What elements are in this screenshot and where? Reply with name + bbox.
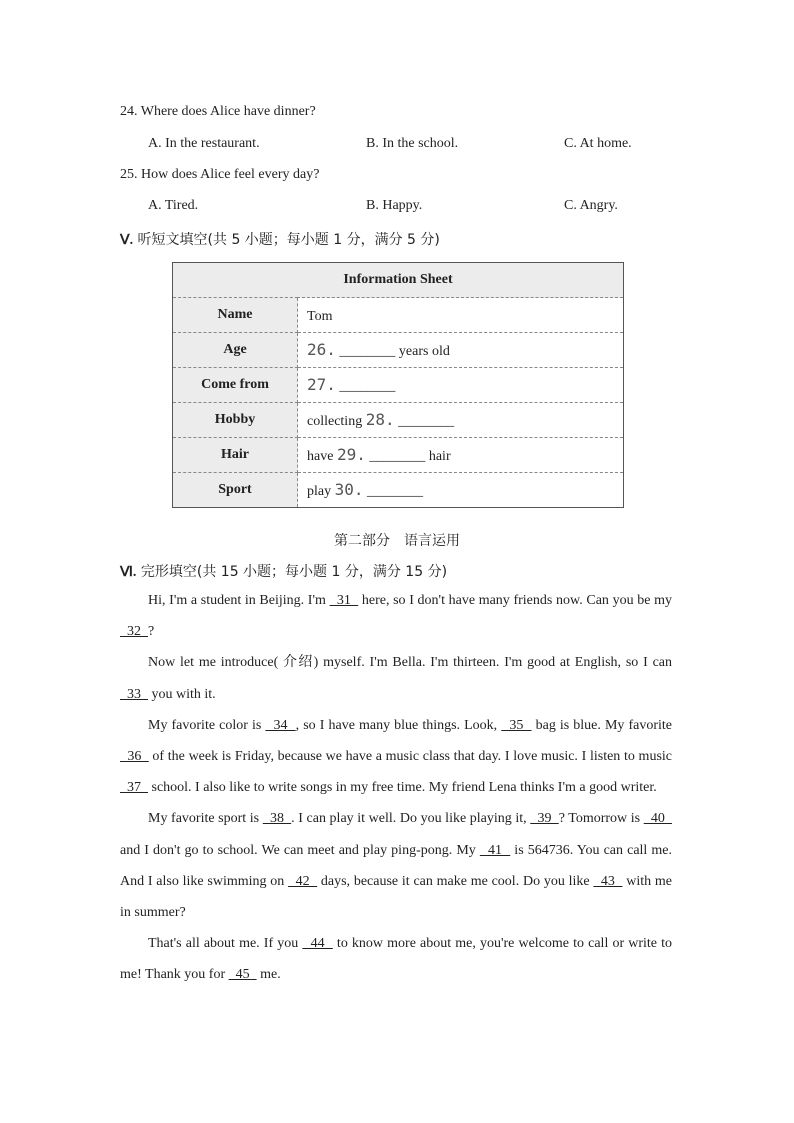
info-value: [298, 298, 624, 333]
info-row-name: [173, 298, 624, 333]
question-24-stem: 24. Where does Alice have dinner?: [120, 104, 316, 119]
info-row-sport: [173, 473, 624, 508]
info-value-text: collecting: [307, 414, 366, 429]
item-number: 28.: [365, 410, 395, 429]
passage-text: bag is blue. My favorite: [531, 717, 673, 733]
info-label: Hair: [173, 438, 298, 473]
cloze-blank: 38: [262, 811, 292, 827]
cloze-blank: 43: [593, 873, 623, 889]
passage-paragraph: [120, 647, 672, 709]
question-24-option-c: C. At home.: [564, 136, 632, 151]
question-25-option-a: A. Tired.: [148, 198, 199, 213]
question-25-option-c: C. Angry.: [564, 198, 618, 213]
info-blank: ________ years old: [335, 344, 450, 359]
part-2-title: 第二部分 语言运用: [334, 533, 460, 549]
passage-text: of the week is Friday, because we have a music class that day. I love music. I listen to music: [148, 749, 672, 765]
section-5-numeral: Ⅴ.: [120, 233, 134, 248]
cloze-blank: 40: [643, 811, 673, 827]
section-6-heading: [120, 561, 447, 581]
info-value: [298, 403, 624, 438]
cloze-blank: 36: [120, 749, 149, 765]
passage-paragraph: [120, 928, 672, 990]
info-blank: ________: [363, 484, 424, 499]
info-label: Come from: [173, 368, 298, 403]
info-value: [298, 438, 624, 473]
info-row-come-from: [173, 368, 624, 403]
passage-text: . I can play it well. Do you like playing it,: [291, 811, 531, 827]
passage-text: days, because it can make me cool. Do you like: [317, 873, 594, 889]
info-blank: ________: [335, 379, 396, 394]
section-6-numeral: Ⅵ.: [120, 565, 137, 580]
info-row-hobby: [173, 403, 624, 438]
info-value: [298, 333, 624, 368]
cloze-blank: 31: [329, 593, 359, 608]
info-label: Age: [173, 333, 298, 368]
section-6-title: 完形填空(共 15 小题；每小题 1 分，满分 15 分): [140, 564, 448, 580]
passage-text: is 564736. You can call me. And I also like swimming on: [120, 842, 673, 889]
passage-paragraph: [120, 710, 672, 804]
passage-text: My favorite sport is: [148, 811, 263, 827]
passage-paragraph: [120, 585, 672, 647]
passage-text: school. I also like to write songs in my free time. My friend Lena thinks I'm a good writer.: [148, 780, 657, 796]
info-label: Name: [173, 298, 298, 333]
cloze-blank: 39: [530, 811, 559, 827]
passage-text: ? Tomorrow is: [558, 811, 644, 827]
info-value-text: Tom: [307, 309, 333, 324]
info-blank: ________ hair: [365, 449, 451, 464]
item-number: 26.: [307, 340, 336, 359]
information-sheet-caption: Information Sheet: [173, 263, 624, 298]
info-value: [298, 368, 624, 403]
passage-text: ?: [148, 624, 155, 640]
passage-text: me.: [256, 967, 281, 983]
section-5-heading: [120, 229, 440, 249]
cloze-blank: 34: [265, 717, 296, 733]
cloze-blank: 45: [228, 967, 257, 983]
cloze-blank: 32: [120, 624, 148, 640]
info-label: Hobby: [173, 403, 298, 438]
passage-text: and I don't go to school. We can meet and play ping-pong. My: [120, 842, 480, 858]
question-25-option-b: B. Happy.: [366, 198, 423, 213]
cloze-passage: [120, 585, 672, 991]
cloze-blank: 41: [479, 842, 511, 858]
passage-text: , so I have many blue things. Look,: [295, 717, 502, 733]
cloze-blank: 35: [501, 717, 532, 733]
info-value-text: play: [307, 484, 335, 499]
question-25-stem: 25. How does Alice feel every day?: [120, 167, 320, 182]
info-blank: ________: [394, 414, 455, 429]
info-row-age: [173, 333, 624, 368]
info-row-hair: [173, 438, 624, 473]
passage-text: That's all about me. If you: [148, 936, 303, 952]
passage-text: Now let me introduce( 介绍) myself. I'm Bella. I'm thirteen. I'm good at English, so I can: [148, 655, 672, 671]
info-label: Sport: [173, 473, 298, 508]
information-sheet-table: [172, 262, 624, 508]
item-number: 30.: [334, 480, 364, 499]
cloze-blank: 37: [120, 780, 148, 796]
passage-text: to know more about me, you're welcome to call or write to me! Thank you for: [120, 936, 673, 983]
question-24-option-a: A. In the restaurant.: [148, 136, 260, 151]
item-number: 27.: [307, 375, 336, 394]
info-value: [298, 473, 624, 508]
passage-text: with me in summer?: [120, 873, 672, 921]
passage-text: you with it.: [148, 686, 216, 702]
info-value-text: have: [307, 449, 337, 464]
cloze-blank: 42: [288, 873, 318, 889]
item-number: 29.: [336, 445, 366, 464]
passage-text: Hi, I'm a student in Beijing. I'm: [148, 593, 330, 608]
passage-text: here, so I don't have many friends now. Can you be my: [358, 593, 673, 608]
passage-text: My favorite color is: [148, 717, 266, 733]
question-24-option-b: B. In the school.: [366, 136, 459, 151]
cloze-blank: 44: [302, 936, 333, 952]
section-5-title: 听短文填空(共 5 小题；每小题 1 分，满分 5 分): [137, 232, 440, 248]
passage-paragraph: [120, 803, 672, 928]
cloze-blank: 33: [120, 686, 148, 702]
